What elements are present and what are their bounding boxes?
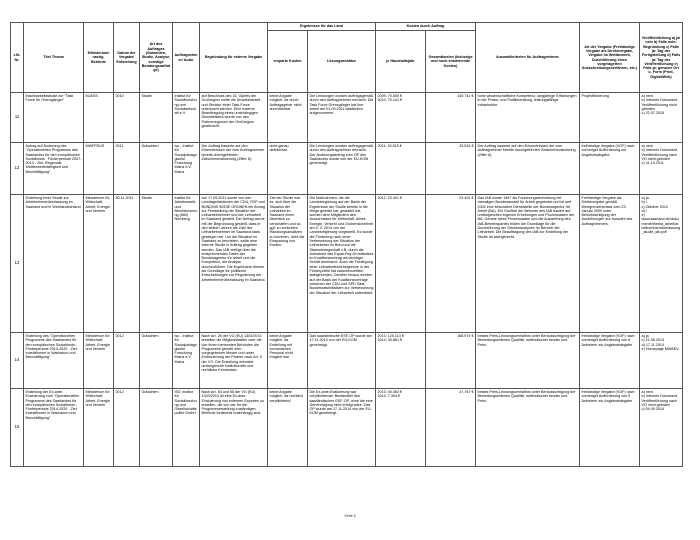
cell-contractor: ISG Institut für Sozialforschung und Gesellschaftspolitik GmbH xyxy=(173,389,200,467)
cell-budget-year: 2013: 40.463 € 2014: 7.304 € xyxy=(376,389,426,467)
cell-ministry: MJASS xyxy=(84,93,114,143)
header-solutions: Lösungsansätze xyxy=(308,31,376,93)
cell-reason: Der Auftrag basierte auf den Erkenntnissen der vom Auftragnehmer bereits durchgeführten Zwischenevaluierung (Ziffer 6). xyxy=(200,143,268,195)
cell-publication: a) ja c) 21.05.2014 d) 17.11.2014 e) Homepage MWAEV xyxy=(640,333,683,389)
cell-budget-year: 2009: 70.600 € 2010: 70.141 € xyxy=(376,93,426,143)
cell-savings: Ziel der Studie war es, sich über die Situation der Leiharbeit im Saarland einen Überblick zu verschaffen und so ggf. zu konkreten Handlungsansätzen zu kommen, nicht die Einsparung von Kosten. xyxy=(268,195,308,333)
cell-savings: keine Angabe möglich, da Erstellung mit vorhandenen Personal nicht möglich war xyxy=(268,333,308,389)
table-row xyxy=(11,195,683,333)
cell-savings: keine Angabe möglich, da durch Auftragsgeber nicht durchführbar xyxy=(268,93,308,143)
cell-title: Machbarkeitsstudie zur "Task Force für Grenzgänger" xyxy=(24,93,84,143)
cell-date: 2012 xyxy=(114,333,140,389)
cell-date: 2010 xyxy=(114,93,140,143)
contracts-table xyxy=(10,22,683,467)
cell-title: Antrag auf Änderung des "Operationellen Programms des Saarlandes für den europäischen Sozialfonds - Förderperiode 2007-2013 - Ziel: Regionale Wettbewerbsfähigkeit und Beschäftigung" xyxy=(24,143,84,195)
cell-publication: a) nein b) Internes Dokument, Veröffentlichung nicht geboten c) 22.07.2010 xyxy=(640,93,683,143)
cell-ministry: MWFPSUS xyxy=(84,143,114,195)
cell-reason: auf Beschluss des 15. Gipfels der Großregion sollte die Umsetzbarkeit und Struktur einer Task Force untersucht werden. Eine externe Beauftragung eines unabhängigen Dienstleisters wurde von den Partnerregionen der Großregion gewünscht. xyxy=(200,93,268,143)
table-row xyxy=(11,143,683,195)
header-lfd-nr: Lfd. Nr. xyxy=(11,23,24,93)
cell-solutions: Die Ex-ante-Evaluierung war verpflichtender Bestandteil des saarländischen ESF-OP, ohne die eine Genehmigung nicht erfolgt wäre. Das OP wurde am 17.11.2014 von der EU-KOM genehmigt. xyxy=(308,389,376,467)
cell-nr: 14 xyxy=(11,333,24,389)
cell-publication: a) nein b) Internes Dokument, Veröffentlichung nach VO nicht geboten c) 31.10.2011 xyxy=(640,143,683,195)
cell-award-type: freihändige Vergabe (VOF) nach vorheriger Aufforderung von 6 Anbietern zur Angebotsabgabe xyxy=(580,333,640,389)
cell-type: Studie xyxy=(140,195,173,333)
cell-budget-year: 2011: 15.515 € xyxy=(376,143,426,195)
header-award-type: Art der Vergabe (Freihändige Vergabe als Direktvergabe, Vergabe im Wettbewerb, Durchführung eines vorgelagerten Ausschreibungsverfahren, etc.) xyxy=(580,23,640,93)
header-reason: Begründung für externe Vergabe xyxy=(200,23,268,93)
header-publication: Veröffentlichung a) ja/ nein b) Falls nein: Begründung c) Falls ja: Tag der Fertigstellung d) Falls ja: Tag der Veröffentlichung e) Falls ja: genauer Ort u. Form (Print, Digital/Web) xyxy=(640,23,683,93)
cell-total-costs: 23.401 € xyxy=(426,195,476,333)
cell-savings: nicht genau definierbar. xyxy=(268,143,308,195)
cell-ministry: Ministerium für Wirtschaft, Arbeit, Energie und Verkehr xyxy=(84,333,114,389)
cell-contractor: iso - Institut für Sozialpädagogische Forschung Mainz e.V. Mainz xyxy=(173,143,200,195)
cell-type: Gutachten xyxy=(140,333,173,389)
cell-award-type: freihändige Vergabe (VOF) nach vorheriger Aufforderung von 5 Anbietern zur Angebotsabgabe xyxy=(580,389,640,467)
cell-award-type: freihändige Vergabe (VOF) nach vorheriger Aufforderung zur Angebotsabgabe xyxy=(580,143,640,195)
cell-award-type: Projektförderung xyxy=(580,93,640,143)
cell-date: 2012 xyxy=(114,389,140,467)
cell-contractor: Institut für Arbeitsmarkt- und Berufsforschung (IAB) Nürnberg xyxy=(173,195,200,333)
cell-date: 30.11.2011 xyxy=(114,195,140,333)
cell-nr: 12 xyxy=(11,143,24,195)
cell-ministry: Ministerium für Wirtschaft, Arbeit, Energie und Verkehr xyxy=(84,389,114,467)
header-total-costs: Gesamtkosten (bisherige und noch entstehende Kosten) xyxy=(426,31,476,93)
header-criteria: Auswahlkriterien für Auftragnehmer xyxy=(476,23,580,93)
cell-criteria: Das IAB wurde 1967 als Forschungseinrichtung der damaligen Bundesanstalt für Arbeit gegründet und ist seit 2004 eine besondere Dienststelle der Bundesagentur für Arbeit (BA). Ein Großteil der Befunde des IAB basiert auf umfangreichen eigenen Erhebungen und Prozessdaten der BA. Gerade diese Prozessdaten und die Auswertung des IAB-Betriebspanels bilden die Grundlage für die Durchführung der Strukturanalysen im Bereich der Leiharbeit. Die Beauftragung des IAB zur Erstellung der Studie ist sachgerecht. xyxy=(476,195,580,333)
cell-reason: Am 17.05.2011 wurde von den Landtagsfraktionen der CDU, FDP und BÜNDNIS 90/DIE GRÜNEN ein Antrag zur Feststellung der Situation der Leiharbeitnehmer und der Leiharbeit im Saarland gestellt. Der Antrag wurde mit der Begründung gestellt, dass in den letzten Jahren die Zahl der Leiharbeitnehmer im Saarland stark gestiegen sei. Um die Situation im Saarland zu beurteilen, sollte eine externe Studie in Auftrag gegeben werden. Das IAB verfügt über die entsprechenden Daten der Bundesagentur für Arbeit und die Kompetenz, die Analyse durchzuführen. Die Ergebnisse dienen als Grundlage für politische Entscheidungen zur Regulierung der Arbeitnehmerüberlassung im Saarland. xyxy=(200,195,268,333)
header-type: Art des Auftrages (Gutachten, Studie, Analyse, sonstige Beratungsaufträge) xyxy=(140,23,173,93)
cell-title: Erstellung des "Operationellen Programms des Saarlandes für den europäischen Sozialfonds - Förderperiode 2014-2020 - Ziel: Investitionen in Wachstum und Beschäftigung" xyxy=(24,333,84,389)
table-row xyxy=(11,93,683,143)
cell-reason: Nach Art. 26 der VO (EU) 1303/2013 erstellen die Mitgliedstaaten oder die von ihnen benannten Behörden die Programme gemäß dem vorgegebenen Muster und unter Einbeziehung der Partner nach Art. 5 der VO. Die Erstellung erfordert umfangreiche institutionelle und rechtliche Kenntnisse. xyxy=(200,333,268,389)
cell-reason: Nach Art. 54 und 55 der VO (EU) 1303/2013 ist eine Ex-ante-Evaluierung von externen Experten zu erstellen, die von der für die Programmerstellung zuständigen Behörde funktional unabhängig sind. xyxy=(200,389,268,467)
header-date: Datum der Vergabe/ Entstehung xyxy=(114,23,140,93)
cell-budget-year: 2013: 125.113 € 2014: 43.861 € xyxy=(376,333,426,389)
cell-type: Gutachten xyxy=(140,389,173,467)
cell-nr: 15 xyxy=(11,389,24,467)
cell-ministry: Ministerium für Wirtschaft, Arbeit, Energie und Verkehr xyxy=(84,195,114,333)
cell-solutions: Die Leistungen wurden auftragsgemäß durch den Auftragnehmer erbracht. Der Änderungsantrag zum OP des Saarlandes wurde von der EU-KOM genehmigt. xyxy=(308,143,376,195)
header-group-costs: Kosten durch Auftrag xyxy=(376,23,476,31)
cell-solutions: Die Leistungen wurden auftragsgemäß durch den Auftragnehmer erbracht. Die Task Force Grenzgänger hat ihre Arbeit am 01.09.2011 tatsächlich aufgenommen. xyxy=(308,93,376,143)
cell-solutions: Das saarländische ESF-OP wurde am 17.11.2014 von der EU-KOM genehmigt. xyxy=(308,333,376,389)
cell-date: 2011 xyxy=(114,143,140,195)
cell-total-costs: 15.515 € xyxy=(426,143,476,195)
cell-criteria: hohe wissenschaftliche Kompetenz, langjährige Erfahrungen in der Praxis- und Politikberatung, leistungsfähige Infrastruktur xyxy=(476,93,580,143)
header-savings: ersparte Kosten xyxy=(268,31,308,93)
cell-nr: 11 xyxy=(11,93,24,143)
page-number: Seite 6 xyxy=(344,514,356,518)
header-title: Titel Thema xyxy=(24,23,84,93)
cell-title: Erstellung der Ex-ante-Evaluierung zum "Operationellen Programms des Saarlandes für den europäischen Sozialfonds - Förderperiode 2014-2020 - Ziel: Investitionen in Wachstum und Beschäftigung" xyxy=(24,389,84,467)
cell-total-costs: 140.741 € xyxy=(426,93,476,143)
data-sheet xyxy=(10,22,682,467)
header-ministry: Ministerium/ nachg. Behörde xyxy=(84,23,114,93)
cell-budget-year: 2012: 23.401 € xyxy=(376,195,426,333)
cell-total-costs: 47.767 € xyxy=(426,389,476,467)
header-contractor: Auftragnehmer/ Autor xyxy=(173,23,200,93)
cell-award-type: Freihändige Vergabe als Direktvergabe gemäß Wertgrenzenerlass vom 23. Januar 2009 unter Berücksichtigung der Ausführungen zur Auswahl des Auftragnehmers. xyxy=(580,195,640,333)
cell-title: Erstellung einer Studie zur Arbeitnehmerüberlassung im Saarland und in Westdeutschland xyxy=(24,195,84,333)
cell-type: Studie xyxy=(140,93,173,143)
cell-publication: a) ja b) / c) Oktober 2012 d) / e) www.saarland.de/dokumente/thema_arbeit/arbeitnehmerüberlassung_studie_iab.pdf xyxy=(640,195,683,333)
cell-savings: keine Angabe möglich, da rechtlich verpflichtend xyxy=(268,389,308,467)
cell-criteria: Der Auftrag basierte auf den Erkenntnissen der vom Auftragnehmer bereits durchgeführten Zwischenevaluierung (Ziffer 6). xyxy=(476,143,580,195)
header-budget-year: je Haushaltsjahr xyxy=(376,31,426,93)
cell-type: Gutachten xyxy=(140,143,173,195)
table-row xyxy=(11,333,683,389)
header-group-results: Ergebnisse für das Land xyxy=(268,23,376,31)
cell-contractor: iso - Institut für Sozialpädagogische Forschung Mainz e.V. Mainz xyxy=(173,333,200,389)
cell-total-costs: 168.974 € xyxy=(426,333,476,389)
cell-nr: 13 xyxy=(11,195,24,333)
cell-publication: a) nein b) Internes Dokument, Veröffentlichung nach VO nicht geboten c) 04.09.2014 xyxy=(640,389,683,467)
cell-criteria: bestes Preis-Leistungsverhältnis unter Berücksichtigung der Bewertungskriterien Qualität, methodischer Ansatz und Preis. xyxy=(476,333,580,389)
cell-criteria: bestes Preis-Leistungsverhältnis unter Berücksichtigung der Bewertungskriterien Qualität, methodischer Ansatz und Preis. xyxy=(476,389,580,467)
cell-contractor: Institut für Sozialforschung und Sozialwirtschaft e.V. xyxy=(173,93,200,143)
cell-solutions: Die Maßnahmen, die die Landesregierung auf der Basis der Ergebnisse der Studie bereits in die Wege geleitet hat, gestaltet hat, wurden dem Mitgliedern des Ausschusses für Wirtschaft, Arbeit, Energie, Verkehr und Grubensicherheit am 5. 2. 2014 von der Landesregierung vorgestellt. Es wurde die Förderung nach einer Verbesserung der Situation der Leiharbeiter im Bund auf die Stammbelegschaft z.B. durch die Aufnahme des Equal-Pay-Grundsatzes im Koalitionsvertrag als wichtiger Schritt anerkannt. Auch die Festlegung einer Leiharbeitshöchstgrenze in der Förderpolitik hat zwischenzeitlich stattgefunden. Darüber hinaus werden auf der Basis der Koalitionsverträge zwischen der CDU und SPD Saar, Bundesratsinitiativen zur Verbesserung der Situation der Leiharbeit unterstützt. xyxy=(308,195,376,333)
table-row xyxy=(11,389,683,467)
